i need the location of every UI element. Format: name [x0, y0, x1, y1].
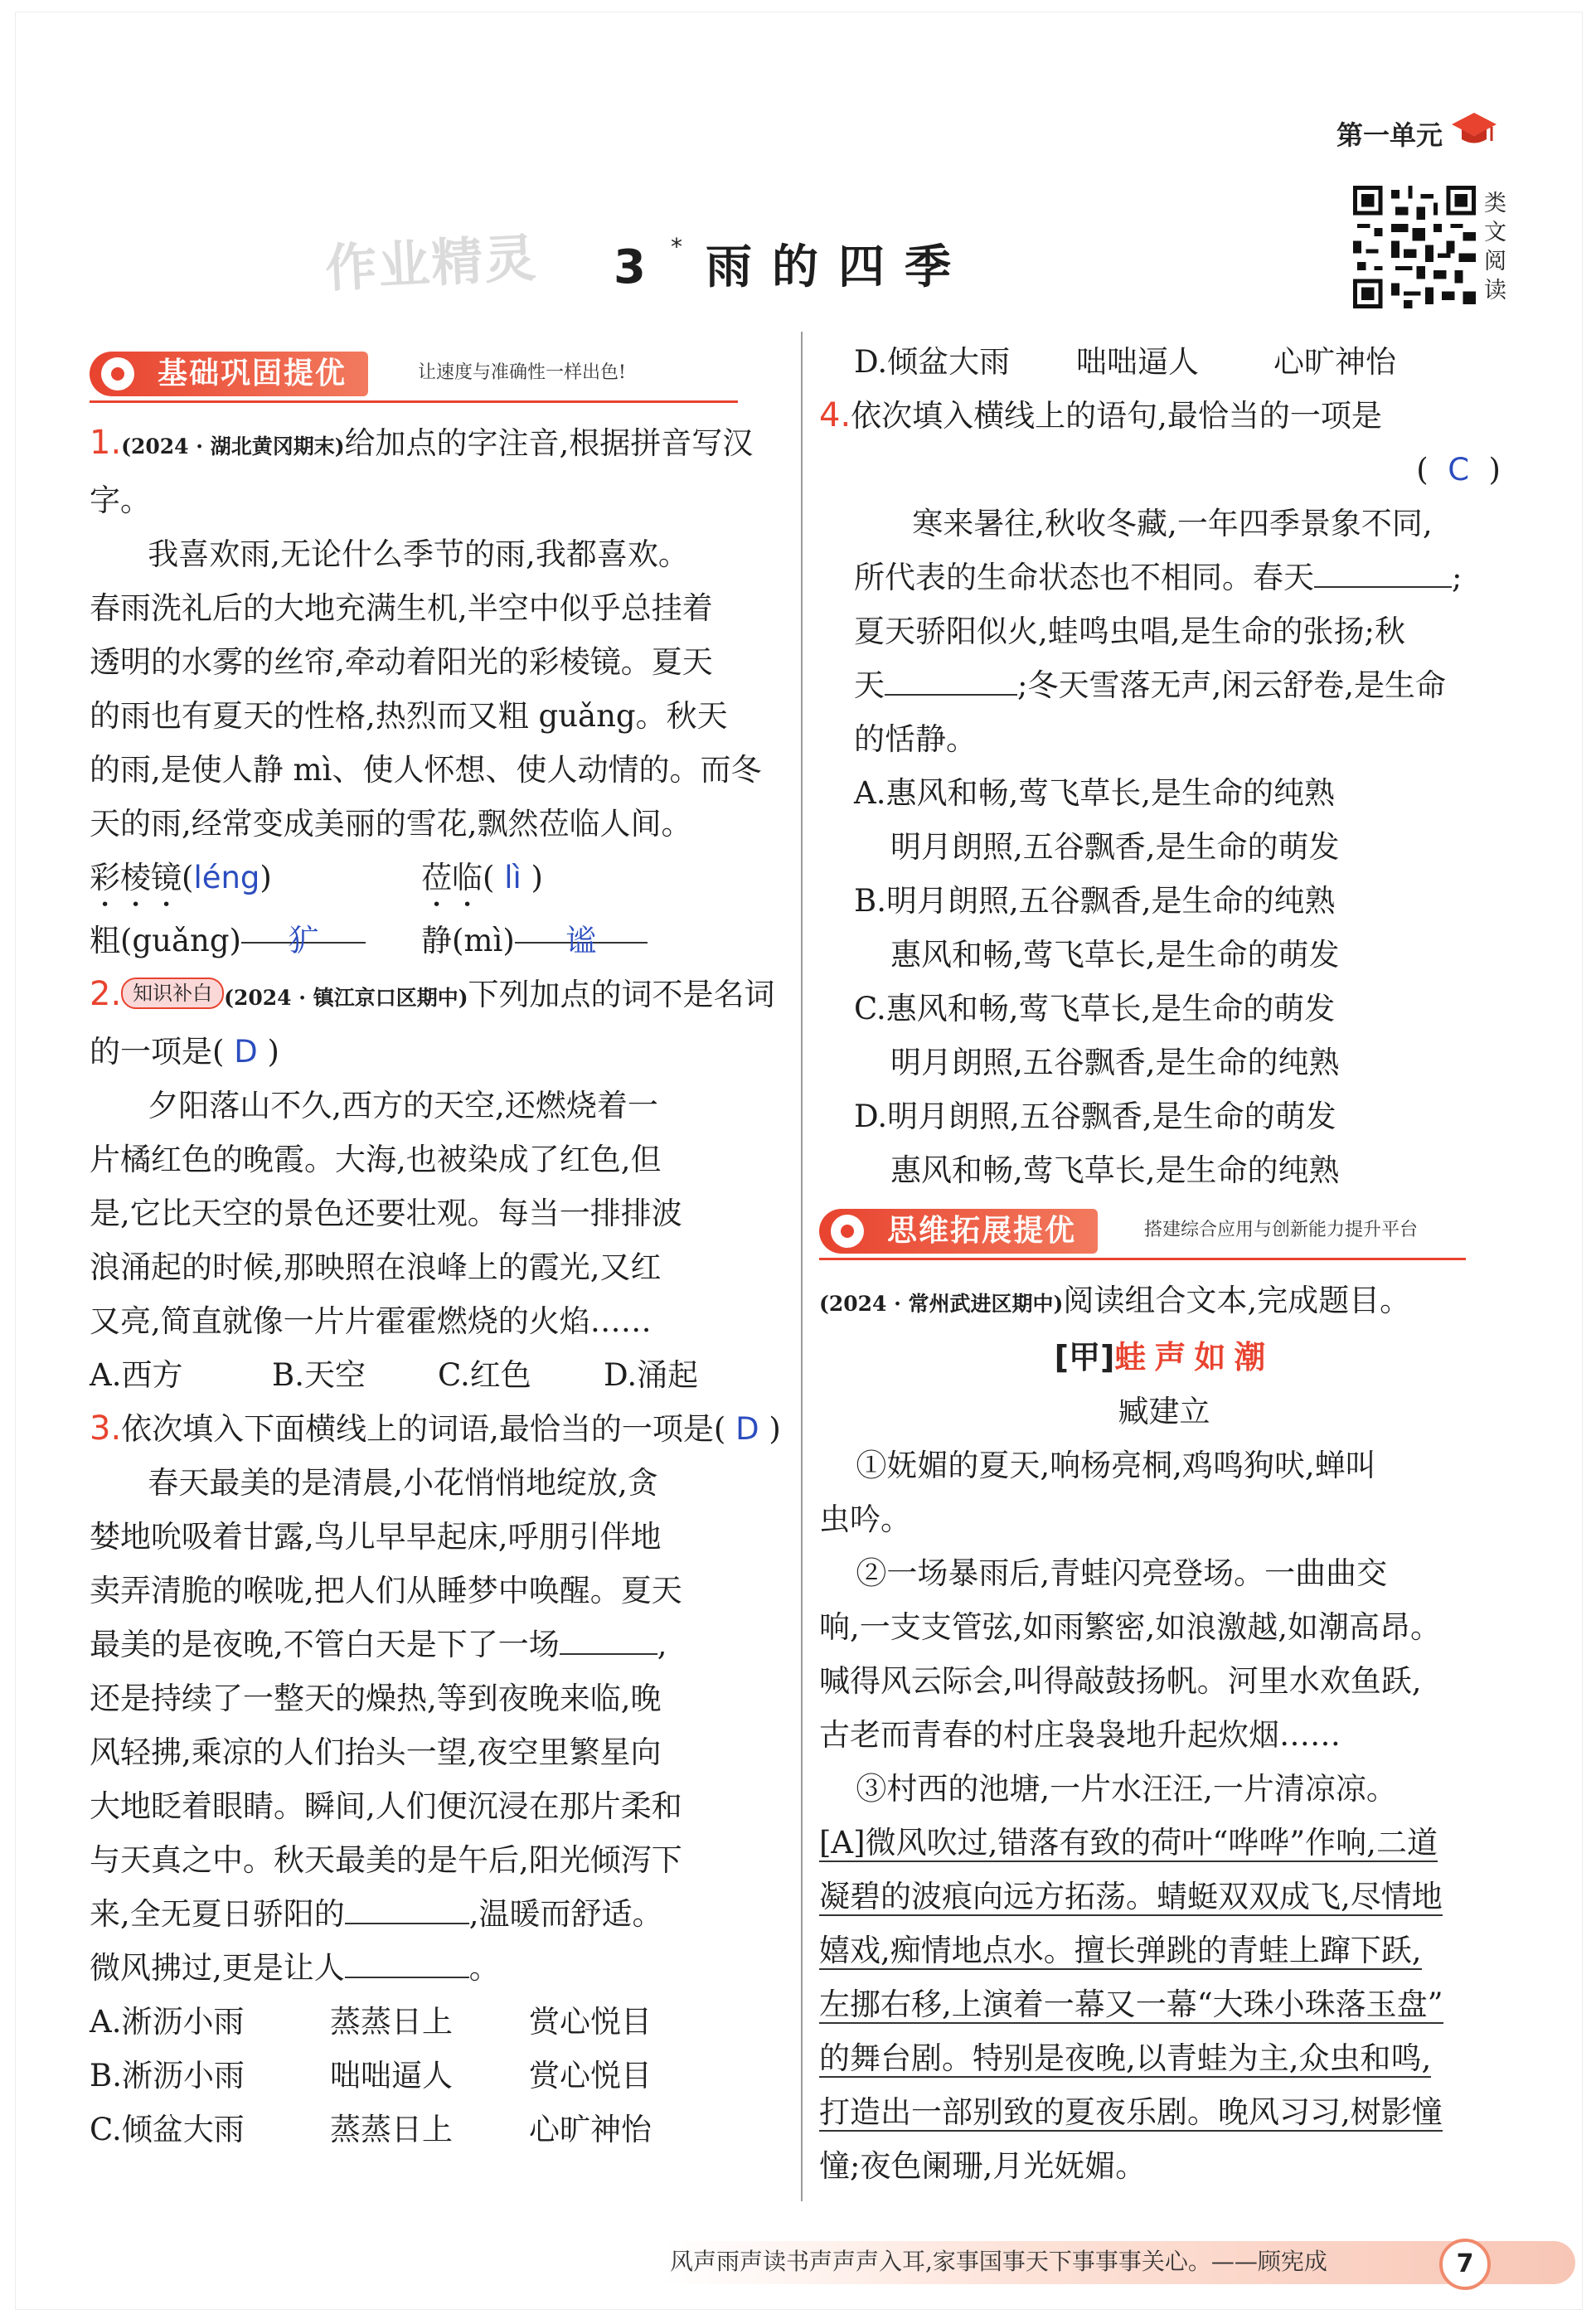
q1-passage — [90, 527, 784, 851]
article-line: ②一场暴雨后,青蛙闪亮登场。一曲曲交 — [856, 1555, 1388, 1591]
lesson-number: 3 — [614, 240, 666, 294]
q2-passage-line: 浪涌起的时候,那映照在浪峰上的霞光,又红 — [90, 1249, 662, 1285]
q3-answer: D — [735, 1411, 759, 1447]
article-line: 憧;夜色阑珊,月光妩媚。 — [819, 2148, 1147, 2184]
q1-answer-4: 谧 — [565, 923, 597, 958]
q4-passage-line: 天 ;冬天雪落无声,闲云舒卷,是生命 — [854, 667, 1446, 703]
q1-answers-row1: 彩棱镜(léng) 莅临( lì ) — [90, 860, 543, 895]
reading-section — [819, 1274, 1509, 2193]
reading-stem: (2024 · 常州武进区期中)阅读组合文本,完成题目。 — [819, 1283, 1411, 1318]
q2-passage-line: 又亮,简直就像一片片霍霍燃烧的火焰…… — [90, 1303, 652, 1339]
q4-option-a-line2: 明月朗照,五谷飘香,是生命的萌发 — [890, 829, 1340, 865]
article-line: 古老而青春的村庄袅袅地升起炊烟…… — [819, 1717, 1341, 1753]
q4-options — [819, 766, 1509, 1197]
article-line: ③村西的池塘,一片水汪汪,一片清凉凉。 — [856, 1771, 1397, 1807]
knowledge-badge: 知识补白 — [121, 978, 224, 1009]
article-line: 喊得风云际会,叫得敲鼓扬帆。河里水欢鱼跃, — [819, 1663, 1422, 1699]
section-subtitle: 让速度与准确性一样出色! — [418, 362, 626, 383]
q1-passage-line: 的雨也有夏天的性格,热烈而又粗 guǎng。秋天 — [90, 698, 728, 734]
unit-label: 第一单元 — [1336, 119, 1443, 151]
lesson-star: * — [670, 233, 682, 260]
q4-passage-line: 的恬静。 — [854, 721, 977, 757]
q3-option-b[interactable]: B.淅沥小雨 咄咄逼人 赏心悦目 — [90, 2058, 652, 2093]
q4-option-c[interactable]: C.惠风和畅,莺飞草长,是生命的萌发 — [854, 991, 1336, 1026]
q3-passage-line: 还是持续了一整天的燥热,等到夜晚来临,晚 — [90, 1681, 662, 1716]
q2-option[interactable]: A.西方 — [90, 1357, 183, 1393]
q3-passage-line: 与天真之中。秋天最美的是午后,阳光倾泻下 — [90, 1842, 682, 1878]
q4-passage-line: 所代表的生命状态也不相同。春天 ; — [854, 560, 1463, 595]
column-divider — [801, 332, 803, 2201]
article-line: 虫吟。 — [819, 1502, 911, 1537]
q3-option-a[interactable]: A.淅沥小雨 蒸蒸日上 赏心悦目 — [90, 2004, 652, 2040]
q4-stem: 4.依次填入横线上的语句,最恰当的一项是 — [819, 396, 1382, 434]
q1-passage-line: 透明的水雾的丝帘,牵动着阳光的彩棱镜。夏天 — [90, 644, 713, 680]
article-line-underlined: 的舞台剧。特别是夜晚,以青蛙为主,众虫和鸣, — [819, 2040, 1432, 2076]
q4-option-d-line2: 惠风和畅,莺飞草长,是生命的纯熟 — [890, 1152, 1340, 1188]
q1-answer-2: lì — [504, 860, 521, 895]
q4-option-c-line2: 明月朗照,五谷飘香,是生命的纯熟 — [890, 1045, 1340, 1080]
article-line-underlined: 左挪右移,上演着一幕又一幕“大珠小珠落玉盘” — [819, 1987, 1443, 2022]
left-column — [90, 416, 784, 2156]
q3-option-d[interactable]: D.倾盆大雨 咄咄逼人 心旷神怡 — [854, 344, 1396, 380]
q3-stem: 3.依次填入下面横线上的词语,最恰当的一项是( D ) — [90, 1409, 781, 1448]
footer-quote: 风声雨声读书声声声入耳,家事国事天下事事事关心。——顾宪成 — [670, 2248, 1327, 2275]
q2-answer: D — [234, 1034, 258, 1070]
q4-passage-line: 寒来暑往,秋收冬藏,一年四季景象不同, — [912, 506, 1433, 541]
q4-option-b[interactable]: B.明月朗照,五谷飘香,是生命的纯熟 — [854, 883, 1336, 919]
lesson-title — [614, 230, 971, 297]
q4-passage — [819, 497, 1509, 766]
q3-passage-line: 婪地吮吸着甘露,鸟儿早早起床,呼朋引伴地 — [90, 1519, 662, 1555]
q4-option-d[interactable]: D.明月朗照,五谷飘香,是生命的萌发 — [854, 1099, 1336, 1134]
article-title: [甲]蛙声如潮 — [1054, 1339, 1274, 1375]
q1-passage-line: 的雨,是使人静 mì、使人怀想、使人动情的。而冬 — [90, 752, 762, 788]
q2-stem: 2. 知识补白 (2024 · 镇江京口区期中)下列加点的词不是名词的一项是( D ) — [90, 975, 775, 1070]
article-line-underlined: 打造出一部别致的夏夜乐剧。晚风习习,树影憧 — [819, 2094, 1443, 2130]
q1-passage-line: 天的雨,经常变成美丽的雪花,飘然莅临人间。 — [90, 806, 692, 842]
q1-passage-line: 我喜欢雨,无论什么季节的雨,我都喜欢。 — [148, 536, 689, 572]
q3-passage-line: 卖弄清脆的喉咙,把人们从睡梦中唤醒。夏天 — [90, 1573, 682, 1608]
article-line: ①妩媚的夏天,响杨亮桐,鸡鸣狗吠,蝉叫 — [856, 1448, 1376, 1483]
watermark: 作业精灵 — [323, 227, 540, 299]
article-line-underlined: 凝碧的波痕向远方拓荡。蜻蜓双双成飞,尽情地 — [819, 1879, 1443, 1914]
q2-passage-line: 是,它比天空的景色还要壮观。每当一排排波 — [90, 1196, 682, 1231]
atom-icon — [831, 1215, 864, 1248]
q4-answer: C — [1448, 452, 1470, 488]
section-banner-extend — [819, 1209, 1466, 1260]
right-column — [819, 335, 1509, 1197]
article-author: 臧建立 — [1118, 1394, 1210, 1429]
article-line: 响,一支支管弦,如雨繁密,如浪激越,如潮高昂。 — [819, 1609, 1442, 1645]
q2-option[interactable]: B.天空 — [272, 1357, 366, 1393]
q4-option-a[interactable]: A.惠风和畅,莺飞草长,是生命的纯熟 — [854, 775, 1336, 811]
qr-code-icon[interactable] — [1353, 186, 1476, 308]
q1-answer-1: léng — [193, 860, 260, 895]
section-tag: 思维拓展提优 — [819, 1209, 1098, 1254]
target-icon — [101, 357, 134, 391]
q2-option[interactable]: C.红色 — [438, 1357, 531, 1393]
page-number: 7 — [1439, 2239, 1491, 2290]
q2-passage-line: 片橘红色的晚霞。大海,也被染成了红色,但 — [90, 1142, 662, 1177]
section-banner-basic — [90, 352, 738, 403]
q3-passage-line: 风轻拂,乘凉的人们抬头一望,夜空里繁星向 — [90, 1734, 662, 1770]
q1-passage-line: 春雨洗礼后的大地充满生机,半空中似乎总挂着 — [90, 590, 713, 626]
q4-answer-bracket: ( C ) — [1416, 452, 1501, 488]
q3-passage-line: 最美的是夜晚,不管白天是下了一场 , — [90, 1627, 667, 1662]
q4-option-b-line2: 惠风和畅,莺飞草长,是生命的萌发 — [890, 937, 1340, 973]
lesson-title-text: 雨的四季 — [705, 240, 971, 294]
q3-passage-line: 春天最美的是清晨,小花悄悄地绽放,贪 — [148, 1465, 658, 1501]
article-line-underlined: 嬉戏,痴情地点水。擅长弹跳的青蛙上蹿下跃, — [819, 1933, 1422, 1968]
q3-passage-line: 微风拂过,更是让人 。 — [90, 1950, 500, 1986]
qr-code-label: 类文阅读 — [1484, 191, 1506, 303]
q3-passage-line: 大地眨着眼睛。瞬间,人们便沉浸在那片柔和 — [90, 1788, 682, 1824]
q2-options — [90, 1348, 784, 1402]
q3-passage-line: 来,全无夏日骄阳的 ,温暖而舒适。 — [90, 1896, 663, 1932]
q3-option-c[interactable]: C.倾盆大雨 蒸蒸日上 心旷神怡 — [90, 2112, 652, 2147]
q4-passage-line: 夏天骄阳似火,蛙鸣虫唱,是生命的张扬;秋 — [854, 614, 1405, 649]
graduation-cap-icon — [1450, 104, 1498, 153]
article-line-underlined: [A]微风吹过,错落有致的荷叶“哗哗”作响,二道 — [819, 1825, 1438, 1861]
q1-stem: 1.(2024 · 湖北黄冈期末)给加点的字注音,根据拼音写汉字。 — [90, 424, 754, 518]
q1-answers-row2: 粗(guǎng) 犷 静(mì) 谧 — [90, 914, 784, 968]
q2-passage-line: 夕阳落山不久,西方的天空,还燃烧着一 — [148, 1088, 658, 1123]
q2-passage — [90, 1079, 784, 1348]
q3-passage — [90, 1456, 784, 1995]
section-subtitle: 搭建综合应用与创新能力提升平台 — [1144, 1220, 1419, 1240]
q1-answer-3: 犷 — [288, 923, 319, 958]
q2-option[interactable]: D.涌起 — [604, 1357, 699, 1393]
section-tag: 基础巩固提优 — [90, 352, 368, 396]
